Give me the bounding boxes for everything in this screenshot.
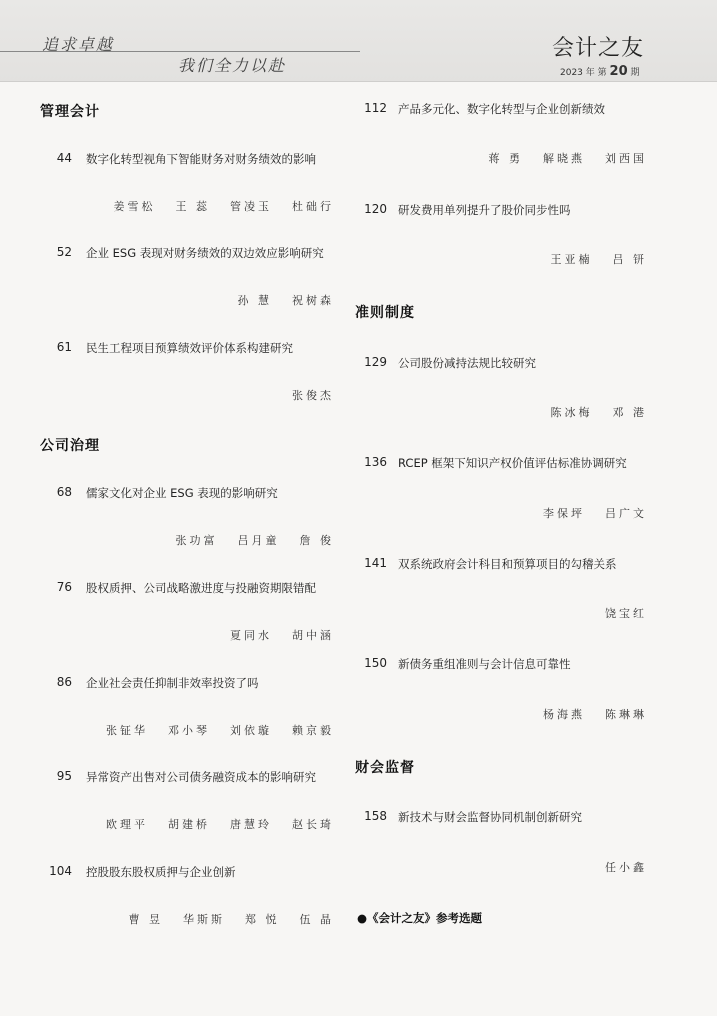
article-authors: [106, 722, 334, 738]
author: 任小鑫: [605, 861, 647, 874]
issue-year: 2023: [560, 68, 583, 78]
author: 邓小琴: [168, 724, 210, 737]
author: 赵长琦: [292, 818, 334, 831]
page-number: 61: [56, 340, 72, 354]
author: 姜雪松: [113, 200, 156, 213]
page-number: 158: [364, 809, 387, 823]
author: 胡建桥: [168, 818, 210, 831]
author: 杜础行: [292, 200, 334, 213]
page-number: 136: [364, 455, 387, 469]
article-title[interactable]: 企业社会责任抑制非效率投资了吗: [86, 676, 259, 690]
author: 唐慧玲: [230, 818, 272, 831]
author: 陈琳琳: [605, 708, 647, 721]
issue-info: [560, 64, 640, 79]
article-authors: [551, 404, 648, 420]
article-authors: [543, 706, 647, 722]
page-number: 76: [56, 580, 72, 594]
article-title[interactable]: 公司股份减持法规比较研究: [398, 356, 536, 370]
section-finance-supervision: 财会监督: [355, 760, 415, 776]
page-number: 112: [364, 101, 387, 115]
article-title[interactable]: 新技术与财会监督协同机制创新研究: [398, 810, 582, 824]
article-title[interactable]: 研发费用单列提升了股价同步性吗: [398, 203, 571, 217]
author: 陈冰梅: [550, 406, 593, 419]
article-authors: [238, 292, 335, 308]
article-authors: [551, 251, 648, 267]
article-authors: [543, 505, 647, 521]
page-number: 141: [364, 556, 387, 570]
author: 张俊杰: [292, 389, 334, 402]
article-title[interactable]: RCEP 框架下知识产权价值评估标准协调研究: [398, 456, 627, 470]
article-authors: [489, 150, 648, 166]
slogan-line-1: 追求卓越: [42, 35, 115, 54]
author: 胡中涵: [292, 629, 334, 642]
page-number: 129: [364, 355, 387, 369]
issue-suffix: 期: [630, 68, 640, 78]
page-number: 44: [56, 151, 72, 165]
page-number: 104: [49, 864, 72, 878]
section-standards-system: 准则制度: [355, 305, 415, 321]
author: 夏同水: [230, 629, 272, 642]
page-number: 86: [56, 675, 72, 689]
author: 吕月童: [237, 534, 280, 547]
author: 蒋 勇: [488, 152, 523, 165]
page-number: 95: [56, 769, 72, 783]
article-authors: [605, 859, 647, 875]
page-number: 120: [364, 202, 387, 216]
issue-year-suffix: 年 第: [585, 68, 607, 78]
article-title[interactable]: 异常资产出售对公司债务融资成本的影响研究: [86, 770, 316, 784]
author: 刘依璇: [230, 724, 272, 737]
author: 饶宝红: [605, 607, 647, 620]
article-title[interactable]: 新债务重组准则与会计信息可靠性: [398, 657, 571, 671]
author: 孙 慧: [237, 294, 272, 307]
page-number: 68: [56, 485, 72, 499]
article-title[interactable]: 双系统政府会计科目和预算项目的勾稽关系: [398, 557, 617, 571]
page-number: 52: [56, 245, 72, 259]
issue-number: 20: [609, 64, 628, 79]
author: 李保坪: [543, 507, 585, 520]
author: 解晓燕: [543, 152, 585, 165]
section-corporate-governance: 公司治理: [40, 438, 100, 454]
article-authors: [114, 198, 335, 214]
article-authors: [106, 816, 334, 832]
article-authors: [230, 627, 334, 643]
author: 赖京毅: [292, 724, 334, 737]
author: 曹 昱: [128, 913, 163, 926]
author: 吕广文: [605, 507, 647, 520]
article-title[interactable]: 企业 ESG 表现对财务绩效的双边效应影响研究: [86, 246, 324, 260]
author: 邓 港: [612, 406, 647, 419]
article-authors: [292, 387, 334, 403]
article-title[interactable]: 控股股东股权质押与企业创新: [86, 865, 236, 879]
author: 吕 钘: [612, 253, 647, 266]
author: 管凌玉: [230, 200, 272, 213]
article-title[interactable]: 民生工程项目预算绩效评价体系构建研究: [86, 341, 293, 355]
article-title[interactable]: 股权质押、公司战略激进度与投融资期限错配: [86, 581, 316, 595]
author: 张钲华: [106, 724, 148, 737]
author: 王亚楠: [550, 253, 593, 266]
article-authors: [176, 532, 335, 548]
page-number: 150: [364, 656, 387, 670]
author: 詹 俊: [299, 534, 334, 547]
article-title[interactable]: 产品多元化、数字化转型与企业创新绩效: [398, 102, 605, 116]
author: 华斯斯: [183, 913, 225, 926]
author: 杨海燕: [543, 708, 585, 721]
article-title[interactable]: 数字化转型视角下智能财务对财务绩效的影响: [86, 152, 316, 166]
author: 欧理平: [106, 818, 148, 831]
article-authors: [605, 605, 647, 621]
slogan-line-2: 我们全力以赴: [178, 56, 287, 75]
author: 刘西国: [605, 152, 647, 165]
article-title[interactable]: 儒家文化对企业 ESG 表现的影响研究: [86, 486, 278, 500]
author: 郑 悦: [245, 913, 280, 926]
magazine-title: 会计之友: [552, 36, 645, 61]
reference-topics-link[interactable]: ●《会计之友》参考选题: [357, 911, 483, 925]
section-management-accounting: 管理会计: [40, 104, 100, 120]
article-authors: [129, 911, 335, 927]
author: 伍 晶: [299, 913, 334, 926]
author: 祝树森: [292, 294, 334, 307]
author: 王 蕊: [175, 200, 210, 213]
author: 张功富: [175, 534, 218, 547]
